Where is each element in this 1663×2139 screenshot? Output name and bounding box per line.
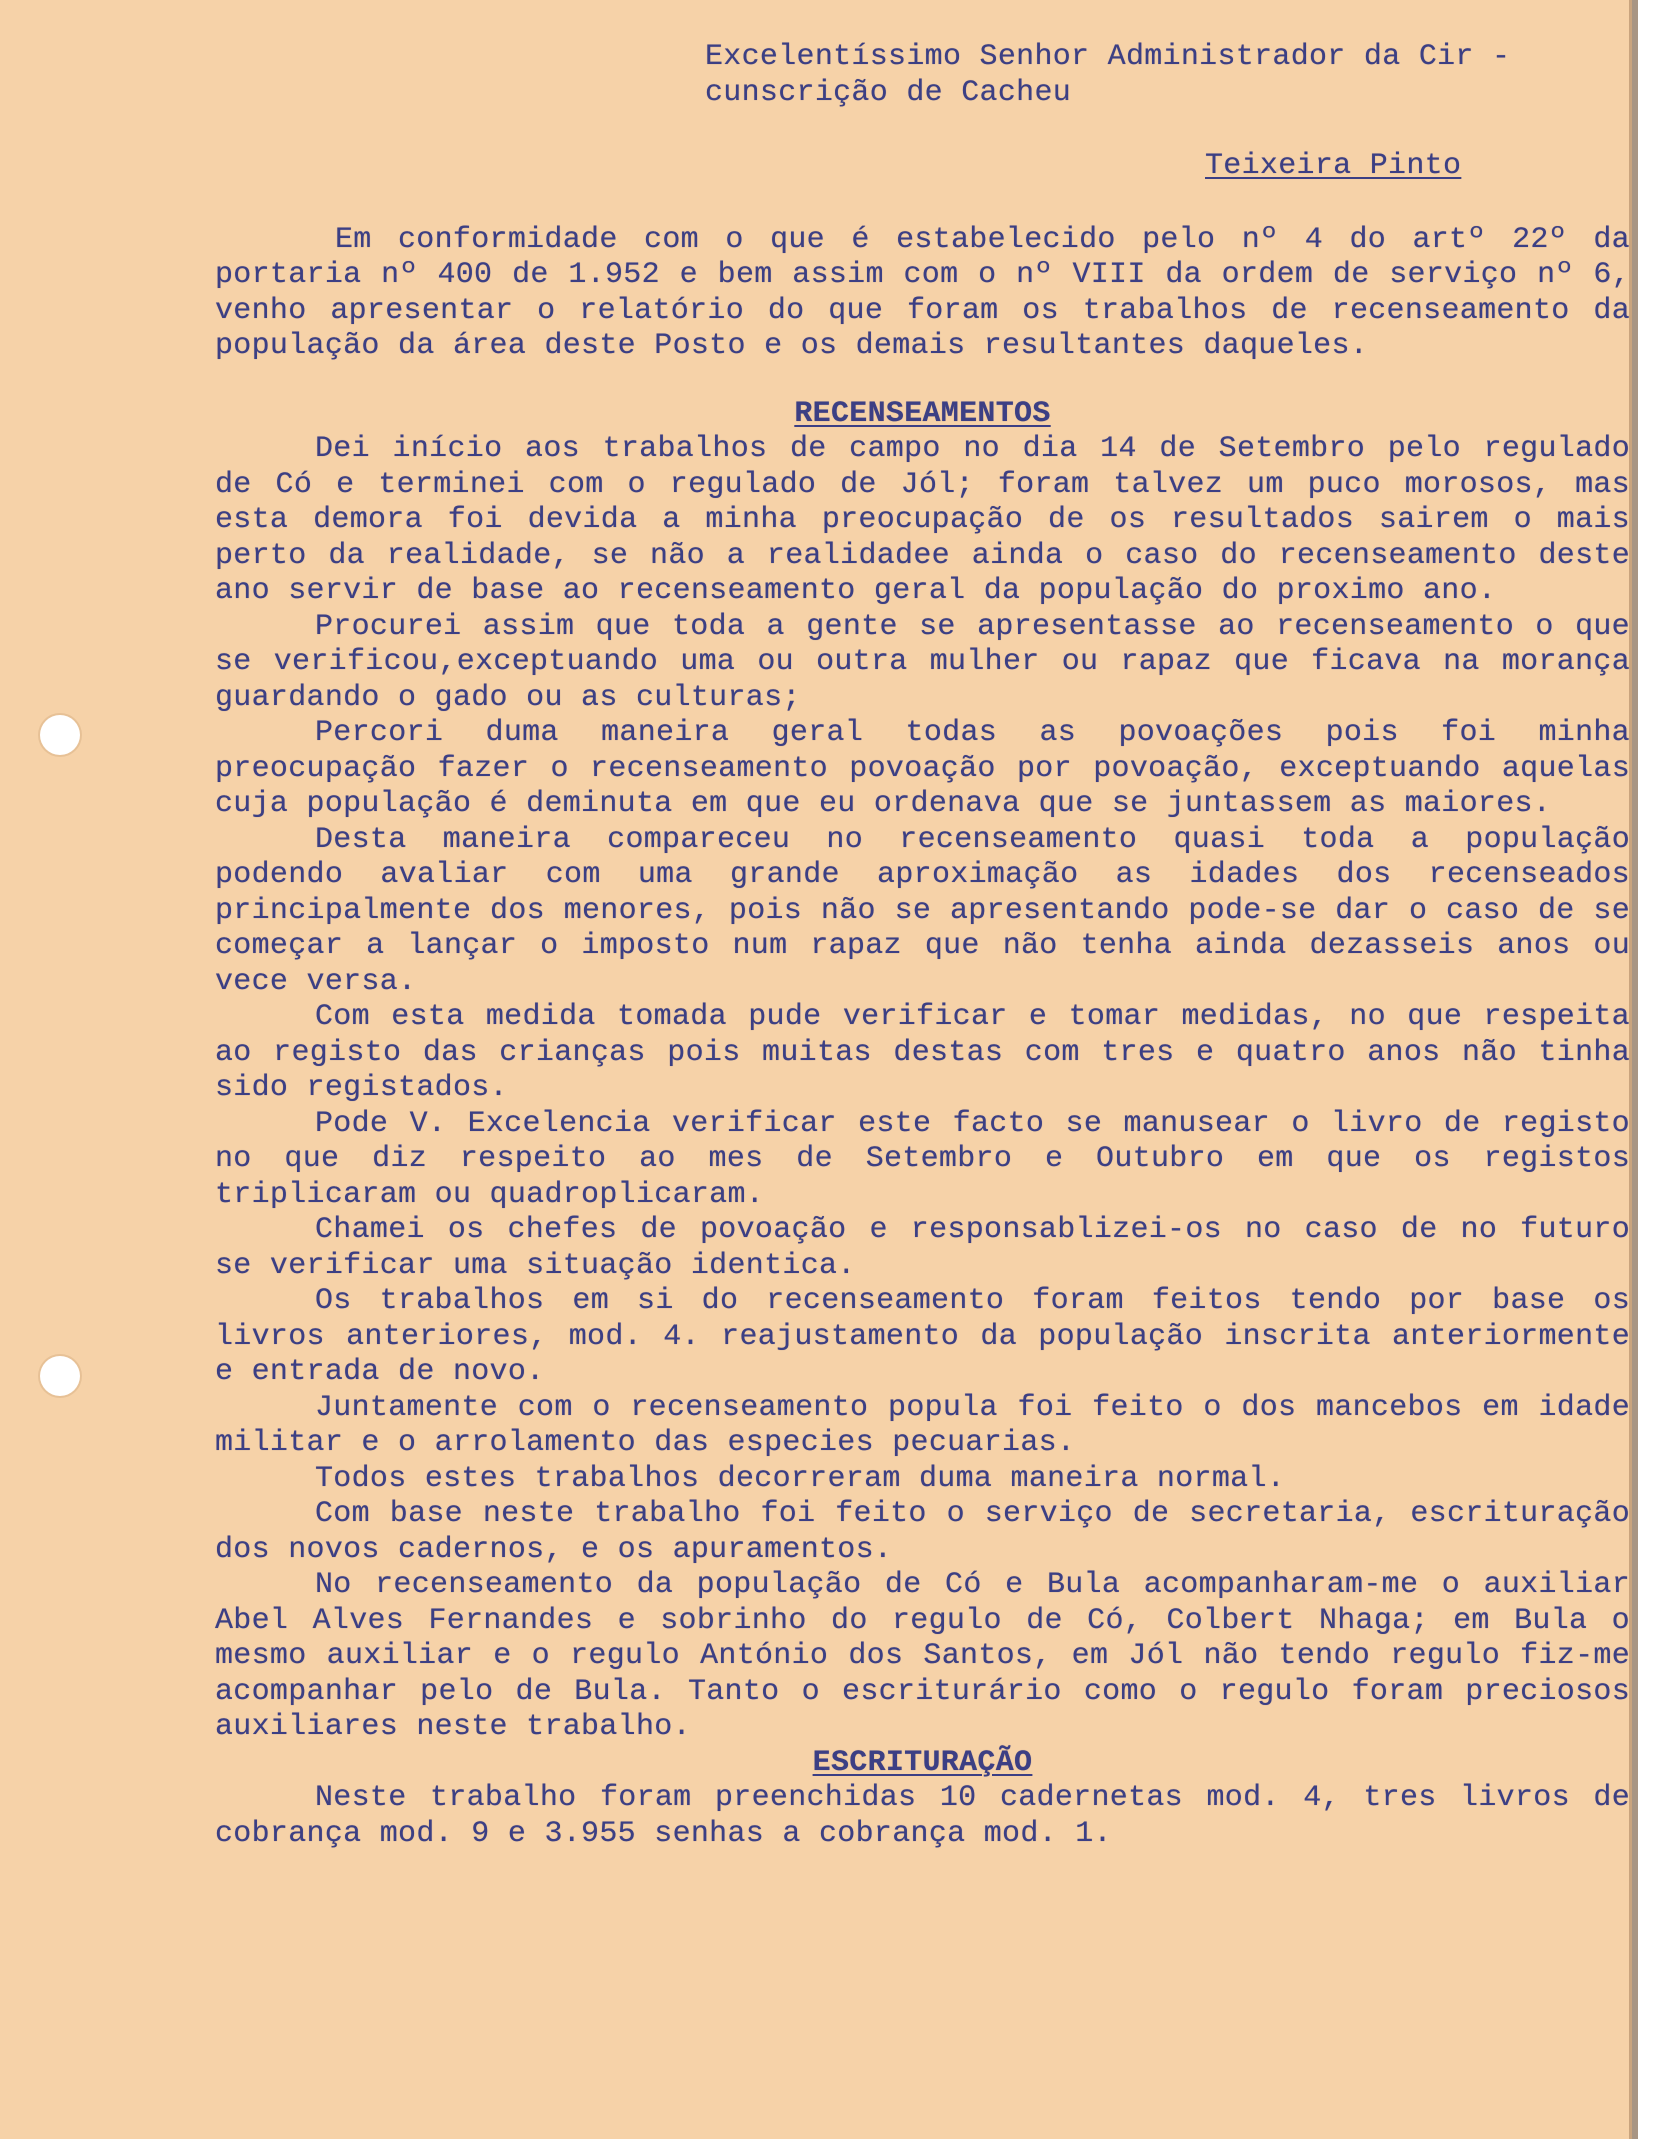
paragraph: No recenseamento da população de Có e Bula acompanharam-me o auxiliar Abel Alves Fernandes e sobrinho do regulo de Có, Colbert Nhaga; em Bula o mesmo auxiliar e o regulo António dos Santos, em Jól não tendo regulo fiz-me acompanhar pelo de Bula. Tanto o escriturário como o regulo foram preciosos auxiliares neste trabalho. xyxy=(215,1568,1630,1744)
paragraph: Neste trabalho foram preenchidas 10 cadernetas mod. 4, tres livros de cobrança mod. 9 e 3.955 senhas a cobrança mod. 1. xyxy=(215,1781,1630,1851)
paragraph: Os trabalhos em si do recenseamento foram feitos tendo por base os livros anteriores, mod. 4. reajustamento da população inscrita anteriormente e entrada de novo. xyxy=(215,1284,1630,1389)
section-heading-recenseamentos: RECENSEAMENTOS xyxy=(794,396,1051,431)
addressee: Excelentíssimo Senhor Administrador da Cir - cunscrição de Cacheu xyxy=(705,40,1511,110)
place-heading: Teixeira Pinto xyxy=(1205,149,1462,183)
paragraph: Com base neste trabalho foi feito o serviço de secretaria, escrituração dos novos cadernos, e os apuramentos. xyxy=(215,1497,1630,1567)
section-heading-escrituracao: ESCRITURAÇÃO xyxy=(812,1745,1033,1780)
paragraph: Pode V. Excelencia verificar este facto se manusear o livro de registo no que diz respeito ao mes de Setembro e Outubro em que os registos triplicaram ou quadroplicaram. xyxy=(215,1106,1630,1212)
punch-hole xyxy=(40,715,80,755)
intro-paragraph: Em conformidade com o que é estabelecido pelo nº 4 do artº 22º da portaria nº 400 de 1.952 e bem assim com o nº VIII da ordem de serviço nº 6, venho apresentar o relatório do que foram os trabalhos de recenseamento da população da área deste Posto e os demais resultantes daqueles. xyxy=(215,222,1630,363)
paragraph: Procurei assim que toda a gente se apresentasse ao recenseamento o que se verificou,exceptuando uma ou outra mulher ou rapaz que ficava na morança guardando o gado ou as culturas; xyxy=(215,609,1630,715)
paragraph: Dei início aos trabalhos de campo no dia 14 de Setembro pelo regulado de Có e terminei com o regulado de Jól; foram talvez um puco morosos, mas esta demora foi devida a minha preocupação de os resultados sairem o mais perto da realidade, se não a realidadee ainda o caso do recenseamento deste ano servir de base ao recenseamento geral da população do proximo ano. xyxy=(215,432,1630,608)
paragraph: Desta maneira compareceu no recenseamento quasi toda a população podendo avaliar com uma grande aproximação as idades dos recenseados principalmente dos menores, pois não se apresentando pode-se dar o caso de se começar a lançar o imposto num rapaz que não tenha ainda dezasseis anos ou vece versa. xyxy=(215,822,1630,999)
paragraph: Percori duma maneira geral todas as povoações pois foi minha preocupação fazer o recenseamento povoação por povoação, exceptuando aquelas cuja população é deminuta em que eu ordenava que se juntassem as maiores. xyxy=(215,716,1630,821)
paragraph: Com esta medida tomada pude verificar e tomar medidas, no que respeita ao registo das crianças pois muitas destas com tres e quatro anos não tinha sido registados. xyxy=(215,1000,1630,1105)
page-edge xyxy=(1632,0,1638,2139)
paragraph: Chamei os chefes de povoação e responsablizei-os no caso de no futuro se verificar uma situação identica. xyxy=(215,1213,1630,1283)
punch-hole xyxy=(40,1356,80,1396)
letter-body xyxy=(215,40,1630,1852)
paragraph: Todos estes trabalhos decorreram duma maneira normal. xyxy=(315,1461,1286,1496)
paragraph: Juntamente com o recenseamento popula foi feito o dos mancebos em idade militar e o arrolamento das especies pecuarias. xyxy=(215,1390,1630,1460)
